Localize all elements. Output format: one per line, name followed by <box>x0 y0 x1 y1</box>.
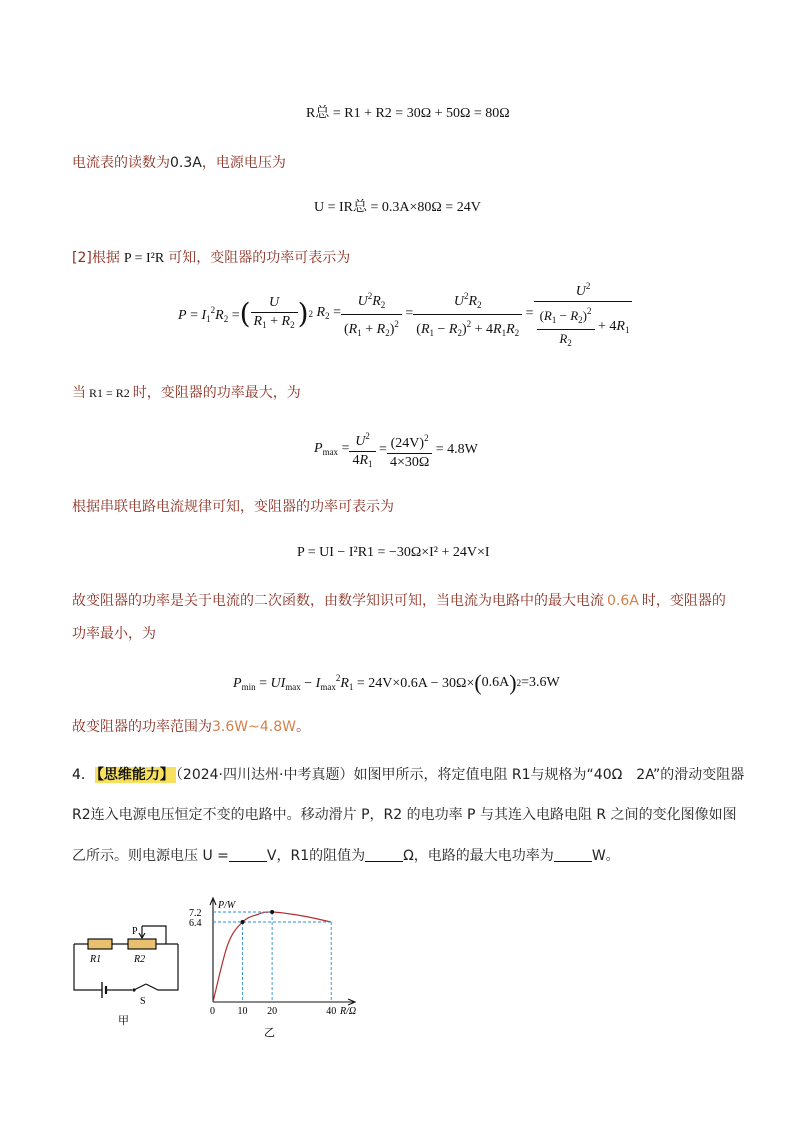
answer-blank-resistance[interactable] <box>365 847 403 862</box>
y-tick-label: 6.4 <box>189 918 202 929</box>
x-tick-label: 10 <box>237 1006 248 1017</box>
x-tick-label: 0 <box>210 1006 215 1017</box>
question-tag: 【思维能力】 <box>96 767 174 783</box>
text-quadratic-line1: 故变阻器的功率是关于电流的二次函数，由数学知识可知，当电流为电路中的最大电流 0.6A 时，变阻器的 <box>72 593 726 609</box>
answer-blank-voltage[interactable] <box>229 847 267 862</box>
data-point <box>270 910 274 914</box>
x-tick-label: 20 <box>267 1006 278 1017</box>
question-4-line1: 4． 【思维能力】 （2024·四川达州·中考真题）如图甲所示，将定值电阻 R1与规格为“40Ω 2A”的滑动变阻器 <box>72 767 745 783</box>
data-point <box>241 920 245 924</box>
y-tick-label: 7.2 <box>189 908 202 919</box>
power-resistance-chart <box>186 890 376 1040</box>
question-4-line2: R2连入电源电压恒定不变的电路中。移动滑片 P，R2 的电功率 P 与其连入电路电阻 R 之间的变化图像如图 <box>72 807 737 823</box>
text-power-range: 故变阻器的功率范围为3.6W~4.8W。 <box>72 719 310 735</box>
equation-total-resistance: R总 = R1 + R2 = 30Ω + 50Ω = 80Ω <box>306 106 510 121</box>
resistor-r2 <box>128 939 156 949</box>
label-p: P <box>132 926 138 937</box>
text-max-condition: 当 R1 = R2 时，变阻器的功率最大，为 <box>72 385 301 401</box>
equation-pmax: $P_{max}$ = $\frac{U^2}{4R_1}$ = $\frac{(24V)^2}{4\times 30\Omega}$ = 4.8W <box>314 424 478 476</box>
text-quadratic-line2: 功率最小，为 <box>72 626 156 642</box>
resistor-r1 <box>88 939 112 949</box>
caption-jia: 甲 <box>118 1014 129 1027</box>
y-axis-label: P/W <box>218 900 236 911</box>
caption-yi: 乙 <box>264 1026 275 1039</box>
slider-arrow <box>139 926 145 938</box>
question-4-line3: 乙所示。则电源电压 U = V，R1的阻值为 Ω，电路的最大电功率为 W。 <box>72 848 620 864</box>
equation-voltage: U = IR总 = 0.3A×80Ω = 24V <box>314 200 481 215</box>
label-r1: R1 <box>90 954 102 965</box>
text-current-reading: 电流表的读数为0.3A，电源电压为 <box>72 155 286 171</box>
text-series-rule: 根据串联电路电流规律可知，变阻器的功率可表示为 <box>72 499 394 515</box>
x-axis-label: R/Ω <box>340 1006 357 1017</box>
chart-guides <box>213 912 331 1002</box>
label-r2: R2 <box>134 954 146 965</box>
equation-pmin: $P_{min} = UI_{max} - I_{max}^2R_1 = 24V\times 0.6A - 30\Omega\times$ ( 0.6A ) 2 =3.6W <box>233 669 560 695</box>
equation-power-expansion: $P = I_1^2R_2$ = ( $\frac{U}{R_1 + R_2}$ ) 2 $R_2$ = $\frac{U^2R_2}{(R_1 + R_2)^2}$ = $\frac{U^2R_2}{(R_1 - R_2)^2 + 4R_1R_2}$ = $U^2$ $\frac{(R_1 - R_2)^2}{R_2}$ + $4R_1$ <box>178 286 632 342</box>
text-power-formula: [2]根据 P = I²R 可知，变阻器的功率可表示为 <box>72 250 351 266</box>
x-tick-label: 40 <box>326 1006 337 1017</box>
answer-blank-max-power[interactable] <box>554 847 592 862</box>
circuit-diagram <box>66 918 186 1028</box>
circuit-wire <box>74 944 178 990</box>
label-s: S <box>140 996 146 1007</box>
equation-series-power: P = UI − I²R1 = −30Ω×I² + 24V×I <box>297 545 490 560</box>
chart-ticks <box>189 908 336 1017</box>
chart-axes <box>210 898 355 1005</box>
